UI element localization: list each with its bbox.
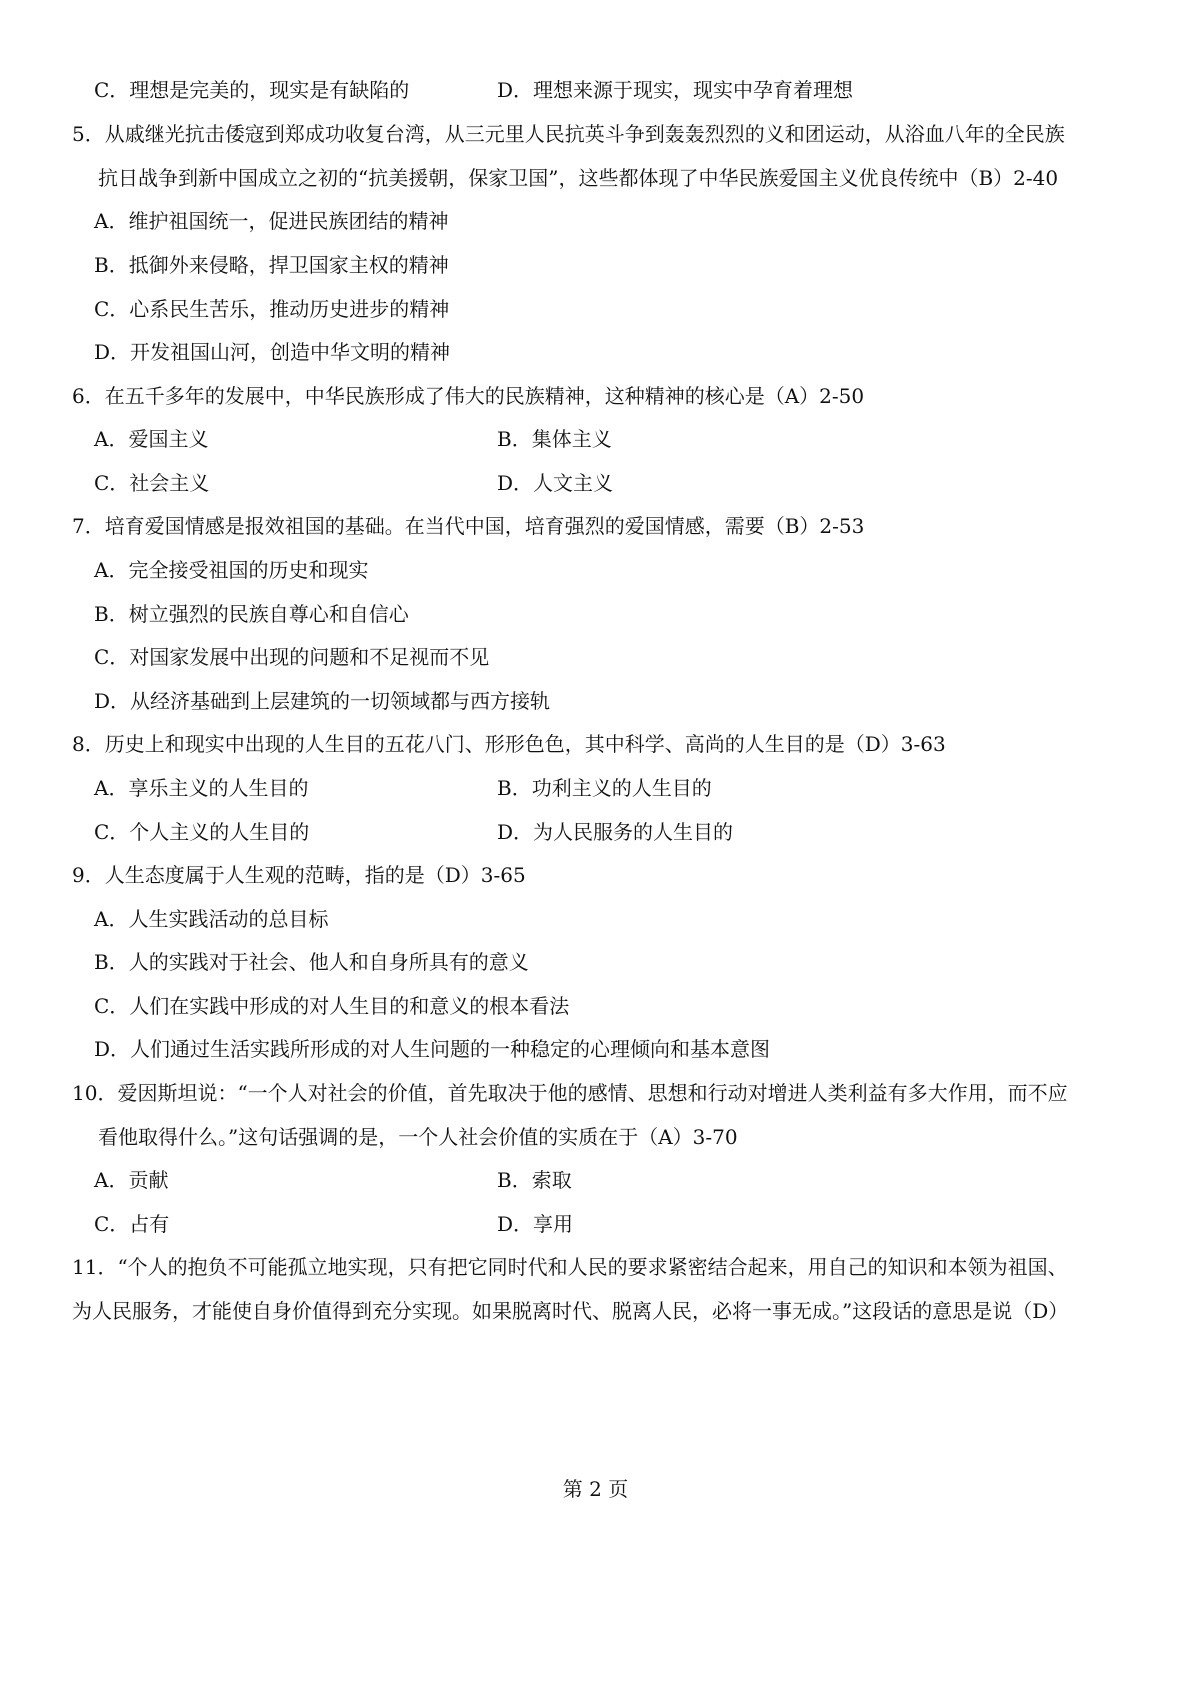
option-c: C．占有 — [94, 1212, 170, 1236]
question-stem: 10．爱因斯坦说：“一个人对社会的价值，首先取决于他的感情、思想和行动对增进人类利益有多大作用，而不应 — [72, 1081, 1068, 1105]
question-stem: 5．从戚继光抗击倭寇到郑成功收复台湾，从三元里人民抗英斗争到轰轰烈烈的义和团运动，从浴血八年的全民族 — [72, 122, 1065, 146]
option-b: B．树立强烈的民族自尊心和自信心 — [94, 602, 409, 626]
option-b: B．人的实践对于社会、他人和自身所具有的意义 — [94, 950, 529, 974]
option-b: B．索取 — [497, 1168, 572, 1192]
option-a: A．享乐主义的人生目的 — [94, 776, 309, 800]
question-stem: 11．“个人的抱负不可能孤立地实现，只有把它同时代和人民的要求紧密结合起来，用自己的知识和本领为祖国、 — [72, 1255, 1068, 1279]
option-a: A．维护祖国统一，促进民族团结的精神 — [94, 209, 449, 233]
question-stem-continued: 看他取得什么。”这句话强调的是，一个人社会价值的实质在于（A）3-70 — [98, 1125, 738, 1149]
option-d: D．人文主义 — [497, 471, 614, 495]
question-stem: 8．历史上和现实中出现的人生目的五花八门、形形色色，其中科学、高尚的人生目的是（D）3-63 — [72, 732, 946, 756]
option-c: C．理想是完美的，现实是有缺陷的 — [94, 78, 410, 102]
option-d: D．从经济基础到上层建筑的一切领域都与西方接轨 — [94, 689, 551, 713]
question-stem-continued: 抗日战争到新中国成立之初的“抗美援朝，保家卫国”，这些都体现了中华民族爱国主义优良传统中（B）2-40 — [98, 166, 1059, 190]
option-a: A．完全接受祖国的历史和现实 — [94, 558, 369, 582]
option-d: D．理想来源于现实，现实中孕育着理想 — [497, 78, 854, 102]
option-a: A．爱国主义 — [94, 427, 209, 451]
option-a: A．贡献 — [94, 1168, 169, 1192]
question-stem: 9．人生态度属于人生观的范畴，指的是（D）3-65 — [72, 863, 526, 887]
option-c: C．社会主义 — [94, 471, 210, 495]
option-a: A．人生实践活动的总目标 — [94, 907, 329, 931]
option-b: B．抵御外来侵略，捍卫国家主权的精神 — [94, 253, 449, 277]
option-b: B．集体主义 — [497, 427, 612, 451]
option-c: C．人们在实践中形成的对人生目的和意义的根本看法 — [94, 994, 570, 1018]
question-stem: 6．在五千多年的发展中，中华民族形成了伟大的民族精神，这种精神的核心是（A）2-50 — [72, 384, 865, 408]
question-stem-continued: 为人民服务，才能使自身价值得到充分实现。如果脱离时代、脱离人民，必将一事无成。”这段话的意思是说（D） — [72, 1299, 1069, 1323]
option-c: C．对国家发展中出现的问题和不足视而不见 — [94, 645, 490, 669]
option-d: D．人们通过生活实践所形成的对人生问题的一种稳定的心理倾向和基本意图 — [94, 1037, 771, 1061]
page-number: 第 2 页 — [562, 1477, 629, 1501]
option-c: C．个人主义的人生目的 — [94, 820, 310, 844]
question-stem: 7．培育爱国情感是报效祖国的基础。在当代中国，培育强烈的爱国情感，需要（B）2-53 — [72, 514, 865, 538]
option-d: D．享用 — [497, 1212, 574, 1236]
option-c: C．心系民生苦乐，推动历史进步的精神 — [94, 297, 450, 321]
option-d: D．为人民服务的人生目的 — [497, 820, 734, 844]
option-b: B．功利主义的人生目的 — [497, 776, 712, 800]
option-d: D．开发祖国山河，创造中华文明的精神 — [94, 340, 451, 364]
